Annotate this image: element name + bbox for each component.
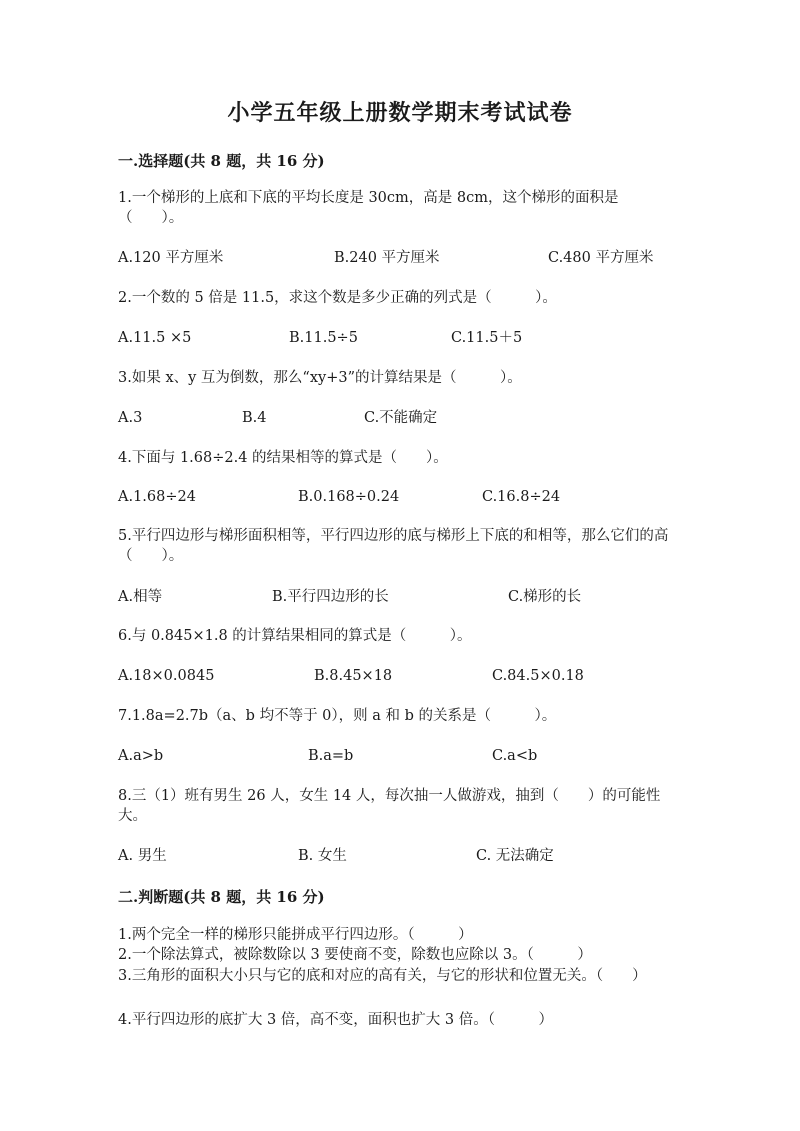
option-a: A.11.5 ×5 (118, 330, 192, 346)
option-c: C.梯形的长 (508, 589, 582, 605)
section-heading-choice: 一.选择题(共 8 题，共 16 分) (118, 152, 325, 170)
judgement-item: 4.平行四边形的底扩大 3 倍，高不变，面积也扩大 3 倍。（ ） (118, 1012, 553, 1028)
option-b: B.240 平方厘米 (334, 250, 440, 266)
option-a: A.18×0.0845 (118, 668, 215, 684)
option-b: B.0.168÷0.24 (298, 489, 400, 505)
exam-title: 小学五年级上册数学期末考试试卷 (227, 100, 573, 126)
option-b: B.11.5÷5 (289, 330, 358, 346)
question-text: 3.如果 x、y 互为倒数，那么“xy+3”的计算结果是（ ）。 (118, 370, 522, 386)
option-row (118, 487, 718, 507)
option-c: C.480 平方厘米 (548, 250, 654, 266)
option-a: A.a>b (118, 748, 164, 764)
section-heading-judgement: 二.判断题(共 8 题，共 16 分) (118, 888, 325, 906)
option-c: C.84.5×0.18 (492, 668, 584, 684)
judgement-item: 3.三角形的面积大小只与它的底和对应的高有关，与它的形状和位置无关。（ ） (118, 968, 647, 984)
option-b: B.a=b (308, 748, 354, 764)
question-text: 4.下面与 1.68÷2.4 的结果相等的算式是（ ）。 (118, 450, 448, 466)
option-a: A. 男生 (118, 848, 167, 864)
option-row (118, 666, 718, 686)
option-a: A.3 (118, 410, 143, 426)
option-b: B. 女生 (298, 848, 347, 864)
question-text: 8.三（1）班有男生 26 人，女生 14 人，每次抽一人做游戏，抽到（ ）的可能性大。 (118, 788, 661, 824)
question-text: 6.与 0.845×1.8 的计算结果相同的算式是（ ）。 (118, 628, 472, 644)
option-a: A.1.68÷24 (118, 489, 196, 505)
question-text: 1.一个梯形的上底和下底的平均长度是 30cm，高是 8cm，这个梯形的面积是（ ）。 (118, 190, 619, 226)
option-c: C.不能确定 (364, 410, 438, 426)
question-text: 5.平行四边形与梯形面积相等，平行四边形的底与梯形上下底的和相等，那么它们的高（ ）。 (118, 528, 669, 564)
option-a: A.120 平方厘米 (118, 250, 224, 266)
option-a: A.相等 (118, 589, 163, 605)
option-row (118, 248, 718, 268)
option-row (118, 328, 718, 348)
option-b: B.8.45×18 (314, 668, 393, 684)
option-c: C.16.8÷24 (482, 489, 561, 505)
option-b: B.平行四边形的长 (272, 589, 389, 605)
option-c: C.a<b (492, 748, 538, 764)
option-c: C. 无法确定 (476, 848, 554, 864)
option-row (118, 408, 718, 428)
option-c: C.11.5＋5 (451, 330, 523, 346)
judgement-item: 2.一个除法算式，被除数除以 3 要使商不变，除数也应除以 3。（ ） (118, 947, 592, 963)
option-b: B.4 (242, 410, 267, 426)
option-row (118, 846, 718, 866)
option-row (118, 587, 718, 607)
question-text: 2.一个数的 5 倍是 11.5，求这个数是多少正确的列式是（ ）。 (118, 290, 557, 306)
judgement-item: 1.两个完全一样的梯形只能拼成平行四边形。（ ） (118, 927, 473, 943)
option-row (118, 746, 718, 766)
question-text: 7.1.8a=2.7b（a、b 均不等于 0），则 a 和 b 的关系是（ ）。 (118, 708, 557, 724)
